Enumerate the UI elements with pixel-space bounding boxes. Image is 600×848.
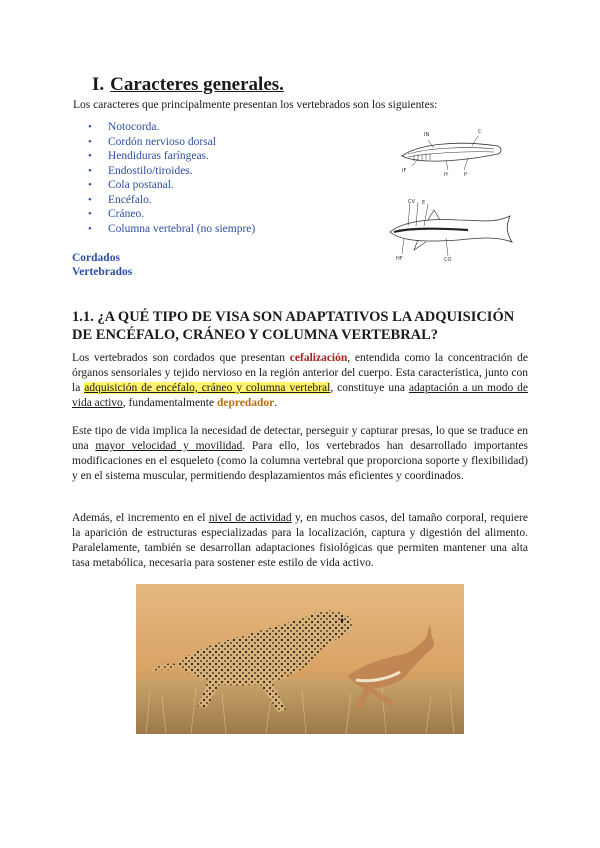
diagram-label: C [478, 129, 482, 135]
underlined-phrase: adaptación a un modo de vida activo [72, 382, 529, 409]
list-item: • Notocorda. [88, 120, 255, 135]
text-run: , constituye una [330, 382, 409, 394]
diagram-label: H [444, 172, 448, 178]
text-run: Este tipo de vida implica la necesidad de detectar, perseguir y capturar presas, lo que se traduce en una [72, 425, 528, 452]
list-item: • Cordón nervioso dorsal [88, 135, 255, 150]
paragraph-3 [72, 511, 528, 571]
underlined-phrase: mayor velocidad y movilidad [95, 440, 243, 452]
diagram-label: HF [396, 256, 403, 262]
intro-text: Los caracteres que principalmente presentan los vertebrados son los siguientes: [73, 99, 438, 111]
text-run: . Para ello, los vertebrados han desarrollado importantes modificaciones en el esqueleto (como la columna vertebral que proporciona soporte y flexibilidad) y en el sistema muscular, permitiendo desplazamientos más eficientes y coordinados. [72, 440, 529, 482]
diagram-label: CO [444, 257, 452, 263]
label-vertebrados: Vertebrados [72, 266, 133, 278]
section-number: I. [92, 74, 105, 95]
section-title: Caracteres generales. [110, 74, 284, 95]
list-item: • Hendiduras faríngeas. [88, 149, 255, 164]
section-heading [92, 74, 284, 96]
highlighted-phrase: adquisición de encéfalo, cráneo y columna vertebral [84, 382, 331, 394]
paragraph-2 [72, 424, 528, 484]
text-run: , fundamentalmente [122, 397, 217, 409]
term-cefalizacion: cefalización [289, 352, 348, 364]
list-item: • Endostilo/tiroides. [88, 164, 255, 179]
cordado-diagram [398, 122, 508, 186]
cheetah-photo [136, 584, 464, 734]
text-run: . [274, 397, 278, 409]
diagram-label: IF [402, 168, 407, 174]
classification-labels [72, 251, 132, 279]
text-run: Además, el incremento en el [72, 512, 209, 524]
text-run: Los vertebrados son cordados que presentan [72, 352, 290, 364]
text-run: , entendida como la concentración de órganos sensoriales y tejido nervioso en la región anterior del cuerpo. Esta característica, junto con la [72, 352, 528, 394]
diagram-label: IN [424, 132, 430, 138]
list-item: • Columna vertebral (no siempre) [88, 222, 255, 237]
vertebrado-diagram [388, 198, 514, 264]
features-list [88, 120, 255, 236]
diagram-label: CV [408, 199, 415, 205]
diagram-label: P [464, 172, 468, 178]
label-cordados: Cordados [72, 252, 120, 264]
diagram-label: E [422, 200, 426, 206]
list-item: • Cráneo. [88, 207, 255, 222]
underlined-phrase: nivel de actividad [208, 512, 292, 524]
subsection-heading: 1.1. ¿A QUÉ TIPO DE VISA SON ADAPTATIVOS LA ADQUISICIÓN DE ENCÉFALO, CRÁNEO Y COLUMNA VERTEBRAL? [72, 309, 515, 343]
text-run: y, en muchos casos, del tamaño corporal, requiere la aparición de estructuras especializadas para la localización, captura y digestión del alimento. Paralelamente, también se desarrollan adaptaciones fisiológicas que permiten mantener una alta tasa metabólica, necesaria para sostener este estilo de vida activo. [72, 512, 528, 569]
paragraph-1 [72, 351, 528, 411]
list-item: • Encéfalo. [88, 193, 255, 208]
list-item: • Cola postanal. [88, 178, 255, 193]
term-depredador: depredador [216, 397, 275, 409]
